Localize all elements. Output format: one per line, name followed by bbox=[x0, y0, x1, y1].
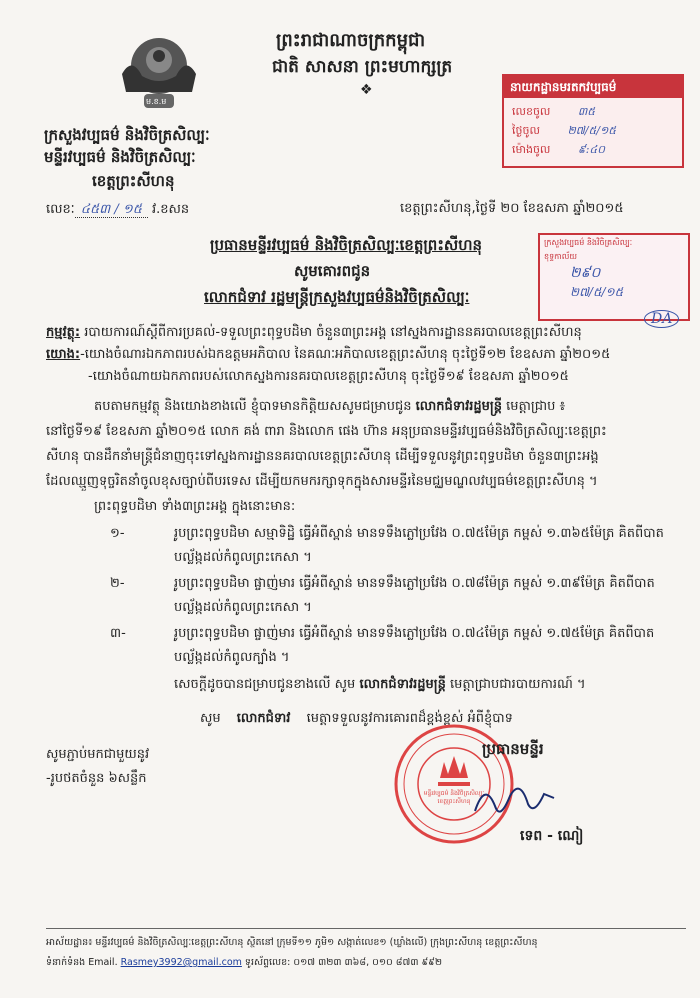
received-row: ម៉ោងចូល ៩:៤០ bbox=[512, 143, 605, 156]
sender-department: មន្ទីរវប្បធម៌ និងវិចិត្រសិល្បៈ bbox=[44, 148, 196, 166]
list-item-number: ៣- bbox=[110, 626, 126, 641]
honorific-end: មេត្តាទទួលនូវការគោរពដ៏ខ្ពង់ខ្ពស់ អំពីខ្ញុំបាទ bbox=[306, 711, 513, 726]
signature-mark bbox=[470, 776, 560, 830]
list-item-line: បល្ល័ង្កដល់កំពូលព្រះកេសា ។ bbox=[174, 600, 312, 615]
statue-list bbox=[46, 522, 686, 672]
footer-contact bbox=[46, 956, 442, 970]
list-item-line: រូបព្រះពុទ្ធបដិមា សម្មាទិដ្ឋិ ធ្វើអំពីស្ពាន់ មានទទឹងភ្លៅប្រវែង ០.៧៥ម៉ែត្រ កម្ពស់ ១.៣៦៥ម៉ែត្រ គិតពីបាត bbox=[174, 526, 664, 541]
received-row-value: ៣៥ bbox=[577, 105, 596, 118]
para1-end: មេត្តាជ្រាប ៖ bbox=[506, 399, 566, 414]
received-stamp bbox=[502, 74, 684, 168]
motto: ជាតិ សាសនា ព្រះមហាក្សត្រ bbox=[272, 57, 453, 77]
received-row-value: ២៧/៥/១៥ bbox=[567, 124, 617, 137]
list-item bbox=[46, 522, 686, 572]
contact-label: ទំនាក់ទំនង Email. bbox=[46, 957, 118, 968]
handwritten-signature-icon bbox=[470, 776, 560, 826]
list-intro: ព្រះពុទ្ធបដិមា ទាំង៣ព្រះអង្គ ក្នុងនោះមាន: bbox=[94, 499, 296, 514]
ministry-stamp-line1: ក្រសួងវប្បធម៌ និងវិចិត្រសិល្បៈ bbox=[544, 238, 633, 247]
phone-number: ទូរស័ព្ទលេខ: ០១៧ ៣២៣ ៣៦៨, ០១០ ៨៧៣ ៩៩២ bbox=[244, 957, 443, 968]
footer-address: អាស័យដ្ឋាន៖ មន្ទីរវប្បធម៌ និងវិចិត្រសិល្បៈខេត្តព្រះសីហនុ ស្ថិតនៅ ក្រុមទី១១ ភូមិ១ សង្កាត់លេខ១ (ឃ្លាំងលើ) ក្រុងព្រះសីហនុ ខេត្តព្រះសីហនុ bbox=[46, 937, 538, 948]
received-row: ថ្ងៃចូល ២៧/៥/១៥ bbox=[512, 124, 617, 137]
subject-text: របាយការណ៍ស្តីពីការប្រគល់-ទទួលព្រះពុទ្ធបដិមា ចំនួន៣ព្រះអង្គ នៅស្នងការដ្ឋាននគរបាលខេត្តព្រះសីហនុ bbox=[80, 325, 582, 340]
number-suffix: វ.ខសន bbox=[151, 202, 190, 217]
received-row-value: ៩:៤០ bbox=[577, 143, 605, 156]
number-value: ៤៥៣ / ១៥ bbox=[75, 202, 148, 218]
list-item-line: បល្ល័ង្កដល់កំពូលក្បាំង ។ bbox=[174, 650, 290, 665]
reference-item: -យោងចំណាយឯកភាពរបស់លោកស្នងការនគរបាលខេត្តព្រះសីហនុ ចុះថ្ងៃទី១៩ ខែឧសភា ឆ្នាំ២០១៥ bbox=[88, 369, 569, 384]
list-item-line: រូបព្រះពុទ្ធបដិមា ផ្ចាញ់មារ ធ្វើអំពីស្ពាន់ មានទទឹងភ្លៅប្រវែង ០.៧៨ម៉ែត្រ កម្ពស់ ១.៣៩ម៉ែត្រ គិតពីបាត bbox=[174, 576, 655, 591]
honorific-bold: លោកជំទាវ bbox=[236, 711, 291, 726]
logo-caption: ម.ខ.ម bbox=[146, 97, 167, 106]
ministry-stamp-initials: DA bbox=[644, 310, 679, 328]
email-link[interactable]: Rasmey3992@gmail.com bbox=[120, 957, 242, 968]
para1-line: ដែលឈ្មួញទុច្ចរិតនាំចូលខុសច្បាប់ពីបរទេស ដើម្បីយកមករក្សាទុកក្នុងសារមន្ទីរនៃមជ្ឈមណ្ឌលវប្បធម៌ខេត្តព្រះសីហនុ ។ bbox=[46, 474, 598, 489]
ministry-stamp-value2: ២៧/៥/១៥ bbox=[570, 285, 624, 299]
subject-label: កម្មវត្ថុ: bbox=[46, 325, 81, 340]
received-row: លេខចូល ៣៥ bbox=[512, 105, 596, 118]
ministry-stamp bbox=[538, 233, 690, 321]
closing-end: មេត្តាជ្រាបជារបាយការណ៍ ។ bbox=[449, 677, 586, 692]
closing bbox=[174, 676, 586, 695]
body-paragraph bbox=[46, 394, 686, 519]
ministry-logo bbox=[112, 26, 206, 120]
para1-line: នៅថ្ងៃទី១៩ ខែឧសភា ឆ្នាំ២០១៥ លោក គង់ ពារា និងលោក ផេង ហ៊ាន អនុប្រធានមន្ទីរវប្បធម៌និងវិចិត្រសិល្បៈខេត្តព្រះ bbox=[46, 424, 607, 439]
addressee-to: លោកជំទាវ រដ្ឋមន្ត្រីក្រសួងវប្បធម៌និងវិចិត្រសិល្បៈ bbox=[204, 288, 470, 306]
attachments-item: -រូបថតចំនួន ៦សន្លឹក bbox=[46, 771, 147, 786]
list-item-line: បល្ល័ង្កដល់កំពូលព្រះកេសា ។ bbox=[174, 550, 312, 565]
para1-start: តបតាមកម្មវត្ថុ និងយោងខាងលើ ខ្ញុំបាទមានកិត្តិយសសូមជម្រាបជូន bbox=[94, 399, 412, 414]
references-label: យោង: bbox=[46, 347, 81, 362]
addressee-respectfully: សូមគោរពជូន bbox=[294, 262, 371, 280]
reference-item: -យោងចំណារឯកភាពរបស់ឯកឧត្តមអភិបាល នៃគណៈអភិបាលខេត្តព្រះសីហនុ ចុះថ្ងៃទី១២ ខែឧសភា ឆ្នាំ២០១៥ bbox=[80, 347, 611, 362]
addressee-from: ប្រធានមន្ទីរវប្បធម៌ និងវិចិត្រសិល្បៈខេត្តព្រះសីហនុ bbox=[210, 236, 483, 254]
signature-title: ប្រធានមន្ទីរ bbox=[482, 740, 544, 758]
date-line: ខេត្តព្រះសីហនុ,ថ្ងៃទី ២០ ខែឧសភា ឆ្នាំ២០១៥ bbox=[400, 201, 624, 216]
signer-name: ទេព - ណៀ bbox=[520, 828, 584, 844]
para1-line: សីហនុ បានដឹកនាំមន្ត្រីជំនាញចុះទៅស្នងការដ្ឋាននគរបាលខេត្តព្រះសីហនុ ដើម្បីទទួលនូវព្រះពុទ្ធបដិមា ចំនួន៣ព្រះអង្គ bbox=[46, 449, 599, 464]
list-item-number: ២- bbox=[110, 576, 125, 591]
closing-bold: លោកជំទាវរដ្ឋមន្ត្រី bbox=[359, 677, 446, 692]
ornament-icon: ❖ bbox=[360, 82, 373, 98]
para1-bold: លោកជំទាវរដ្ឋមន្ត្រី bbox=[415, 399, 503, 414]
attachments-label: សូមភ្ជាប់មកជាមួយនូវ bbox=[46, 747, 150, 762]
sender-province: ខេត្តព្រះសីហនុ bbox=[92, 172, 175, 190]
references bbox=[46, 346, 610, 365]
closing-start: សេចក្តីដូចបានជម្រាបជូនខាងលើ សូម bbox=[174, 677, 356, 692]
sender-ministry: ក្រសួងវប្បធម៌ និងវិចិត្រសិល្បៈ bbox=[44, 126, 210, 144]
seal-caption: មន្ទីរវប្បធម៌ និងវិចិត្រសិល្បៈ ខេត្តព្រះសីហនុ bbox=[423, 790, 485, 805]
list-item-line: រូបព្រះពុទ្ធបដិមា ផ្ចាញ់មារ ធ្វើអំពីស្ពាន់ មានទទឹងភ្លៅប្រវែង ០.៧៤ម៉ែត្រ កម្ពស់ ១.៧៥ម៉ែត្រ គិតពីបាត bbox=[174, 626, 655, 641]
ministry-stamp-value1: ២៩០ bbox=[570, 265, 601, 281]
ministry-stamp-line2: ខុទ្ទកាល័យ bbox=[544, 252, 578, 261]
list-item bbox=[46, 622, 686, 672]
subject bbox=[46, 324, 686, 343]
honorific-start: សូម bbox=[200, 711, 221, 726]
kingdom-title: ព្រះរាជាណាចក្រកម្ពុជា bbox=[276, 30, 426, 51]
received-stamp-title: នាយកដ្ឋានមរតកវប្បធម៌ bbox=[504, 76, 682, 98]
footer-rule bbox=[46, 928, 686, 929]
list-item-number: ១- bbox=[110, 526, 125, 541]
number-label: លេខៈ bbox=[46, 202, 75, 217]
reference-number bbox=[46, 201, 189, 220]
list-item bbox=[46, 572, 686, 622]
